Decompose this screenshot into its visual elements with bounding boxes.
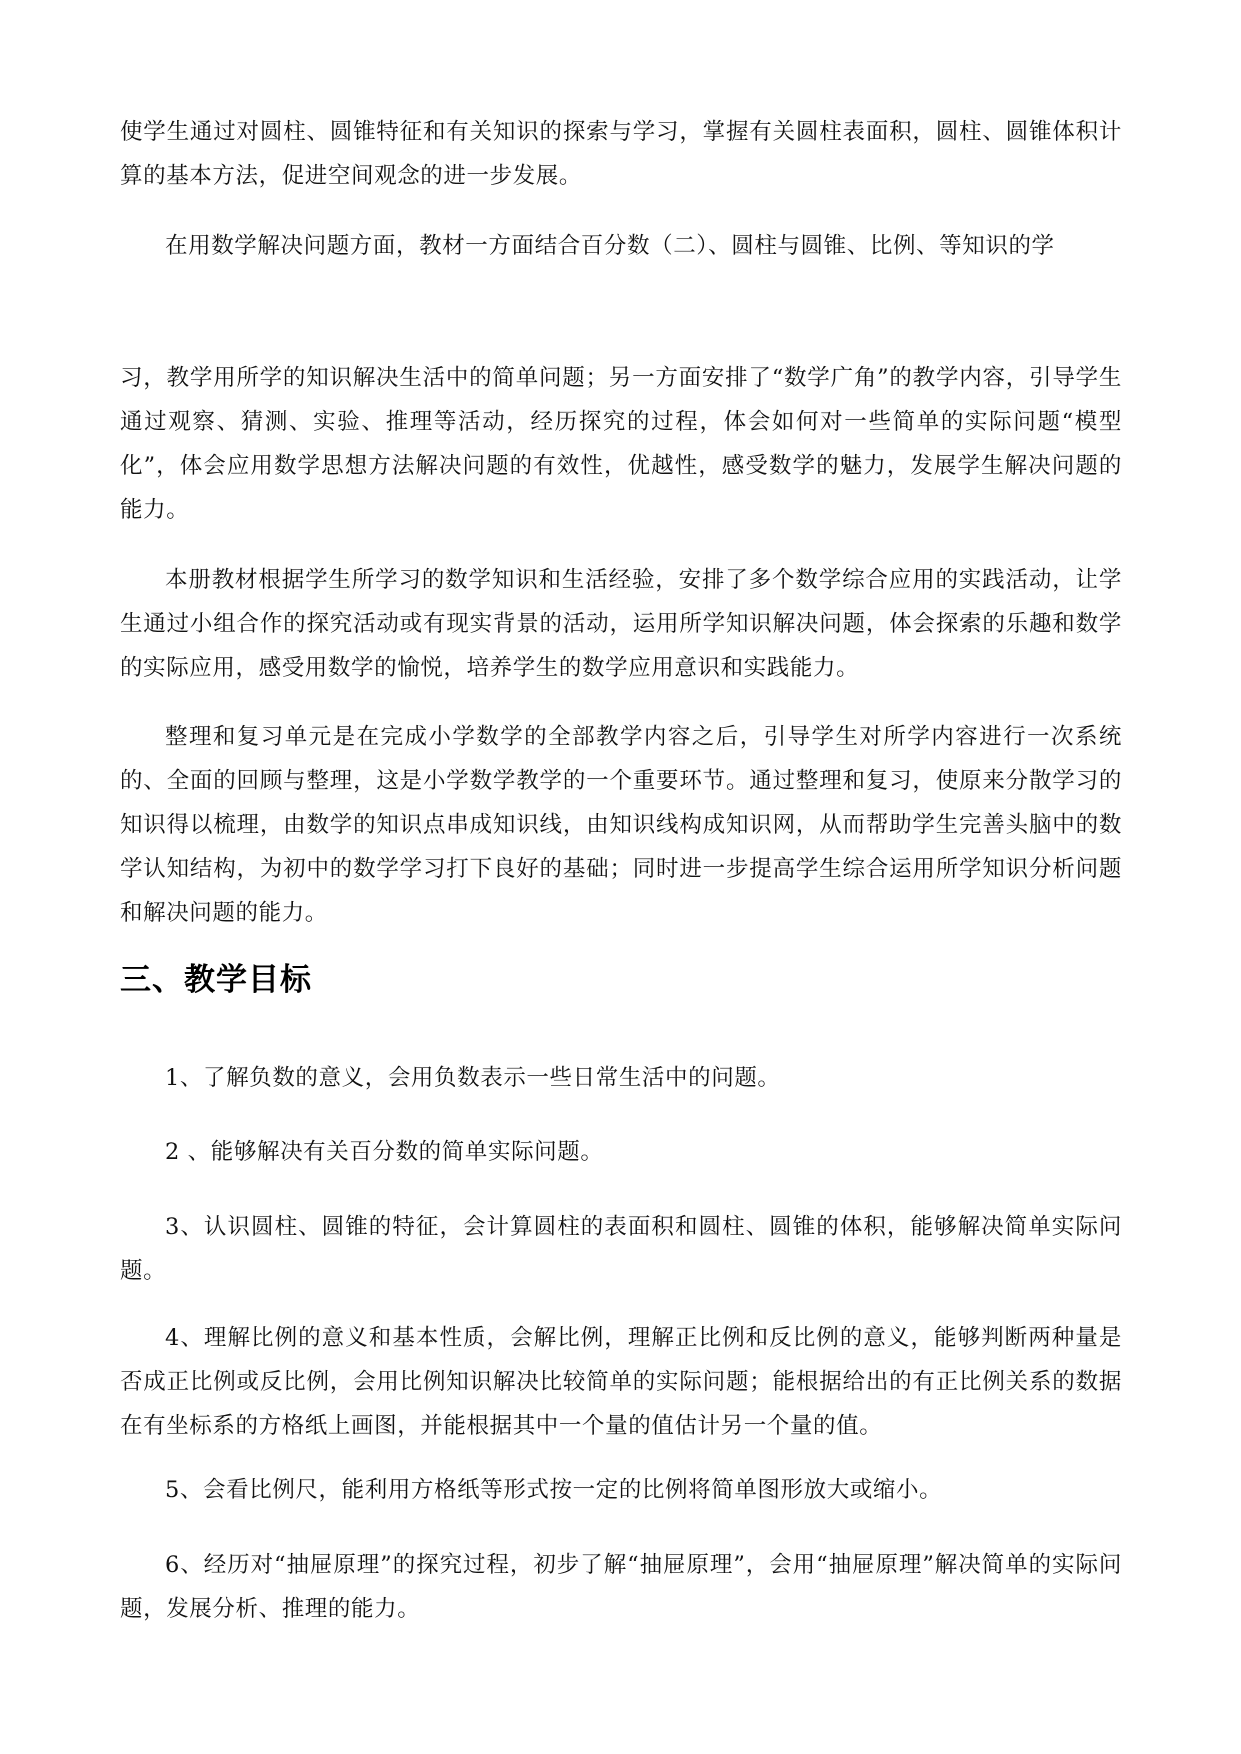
goal-item-2: 2 、能够解决有关百分数的简单实际问题。 (165, 1139, 604, 1165)
goal-item-1: 1、了解负数的意义，会用负数表示一些日常生活中的问题。 (165, 1065, 781, 1091)
goal-item-3: 3、认识圆柱、圆锥的特征，会计算圆柱的表面积和圆柱、圆锥的体积，能够解决简单实际问题。 (120, 1214, 1122, 1284)
paragraph-problem-solving-continued: 习，教学用所学的知识解决生活中的简单问题；另一方面安排了“数学广角”的教学内容，引导学生通过观察、猜测、实验、推理等活动，经历探究的过程，体会如何对一些简单的实际问题“模型化”，体会应用数学思想方法解决问题的有效性，优越性，感受数学的魅力，发展学生解决问题的能力。 (120, 365, 1122, 523)
section-heading-teaching-goals: 三、教学目标 (120, 962, 312, 998)
paragraph-practice-activities: 本册教材根据学生所学习的数学知识和生活经验，安排了多个数学综合应用的实践活动，让学生通过小组合作的探究活动或有现实背景的活动，运用所学知识解决问题，体会探索的乐趣和数学的实际应用，感受用数学的愉悦，培养学生的数学应用意识和实践能力。 (120, 567, 1122, 681)
goal-item-6: 6、经历对“抽屉原理”的探究过程，初步了解“抽屉原理”，会用“抽屉原理”解决简单的实际问题，发展分析、推理的能力。 (120, 1552, 1122, 1622)
paragraph-review-unit: 整理和复习单元是在完成小学数学的全部教学内容之后，引导学生对所学内容进行一次系统的、全面的回顾与整理，这是小学数学教学的一个重要环节。通过整理和复习，使原来分散学习的知识得以梳理，由数学的知识点串成知识线，由知识线构成知识网，从而帮助学生完善头脑中的数学认知结构，为初中的数学学习打下良好的基础；同时进一步提高学生综合运用所学知识分析问题和解决问题的能力。 (120, 724, 1122, 926)
paragraph-problem-solving: 在用数学解决问题方面，教材一方面结合百分数（二）、圆柱与圆锥、比例、等知识的学 (165, 233, 1055, 259)
paragraph-intro-continued: 使学生通过对圆柱、圆锥特征和有关知识的探索与学习，掌握有关圆柱表面积，圆柱、圆锥体积计算的基本方法，促进空间观念的进一步发展。 (120, 119, 1122, 189)
goal-item-4: 4、理解比例的意义和基本性质，会解比例，理解正比例和反比例的意义，能够判断两种量是否成正比例或反比例，会用比例知识解决比较简单的实际问题；能根据给出的有正比例关系的数据在有坐标系的方格纸上画图，并能根据其中一个量的值估计另一个量的值。 (120, 1325, 1122, 1439)
goal-item-5: 5、会看比例尺，能利用方格纸等形式按一定的比例将简单图形放大或缩小。 (165, 1477, 943, 1503)
